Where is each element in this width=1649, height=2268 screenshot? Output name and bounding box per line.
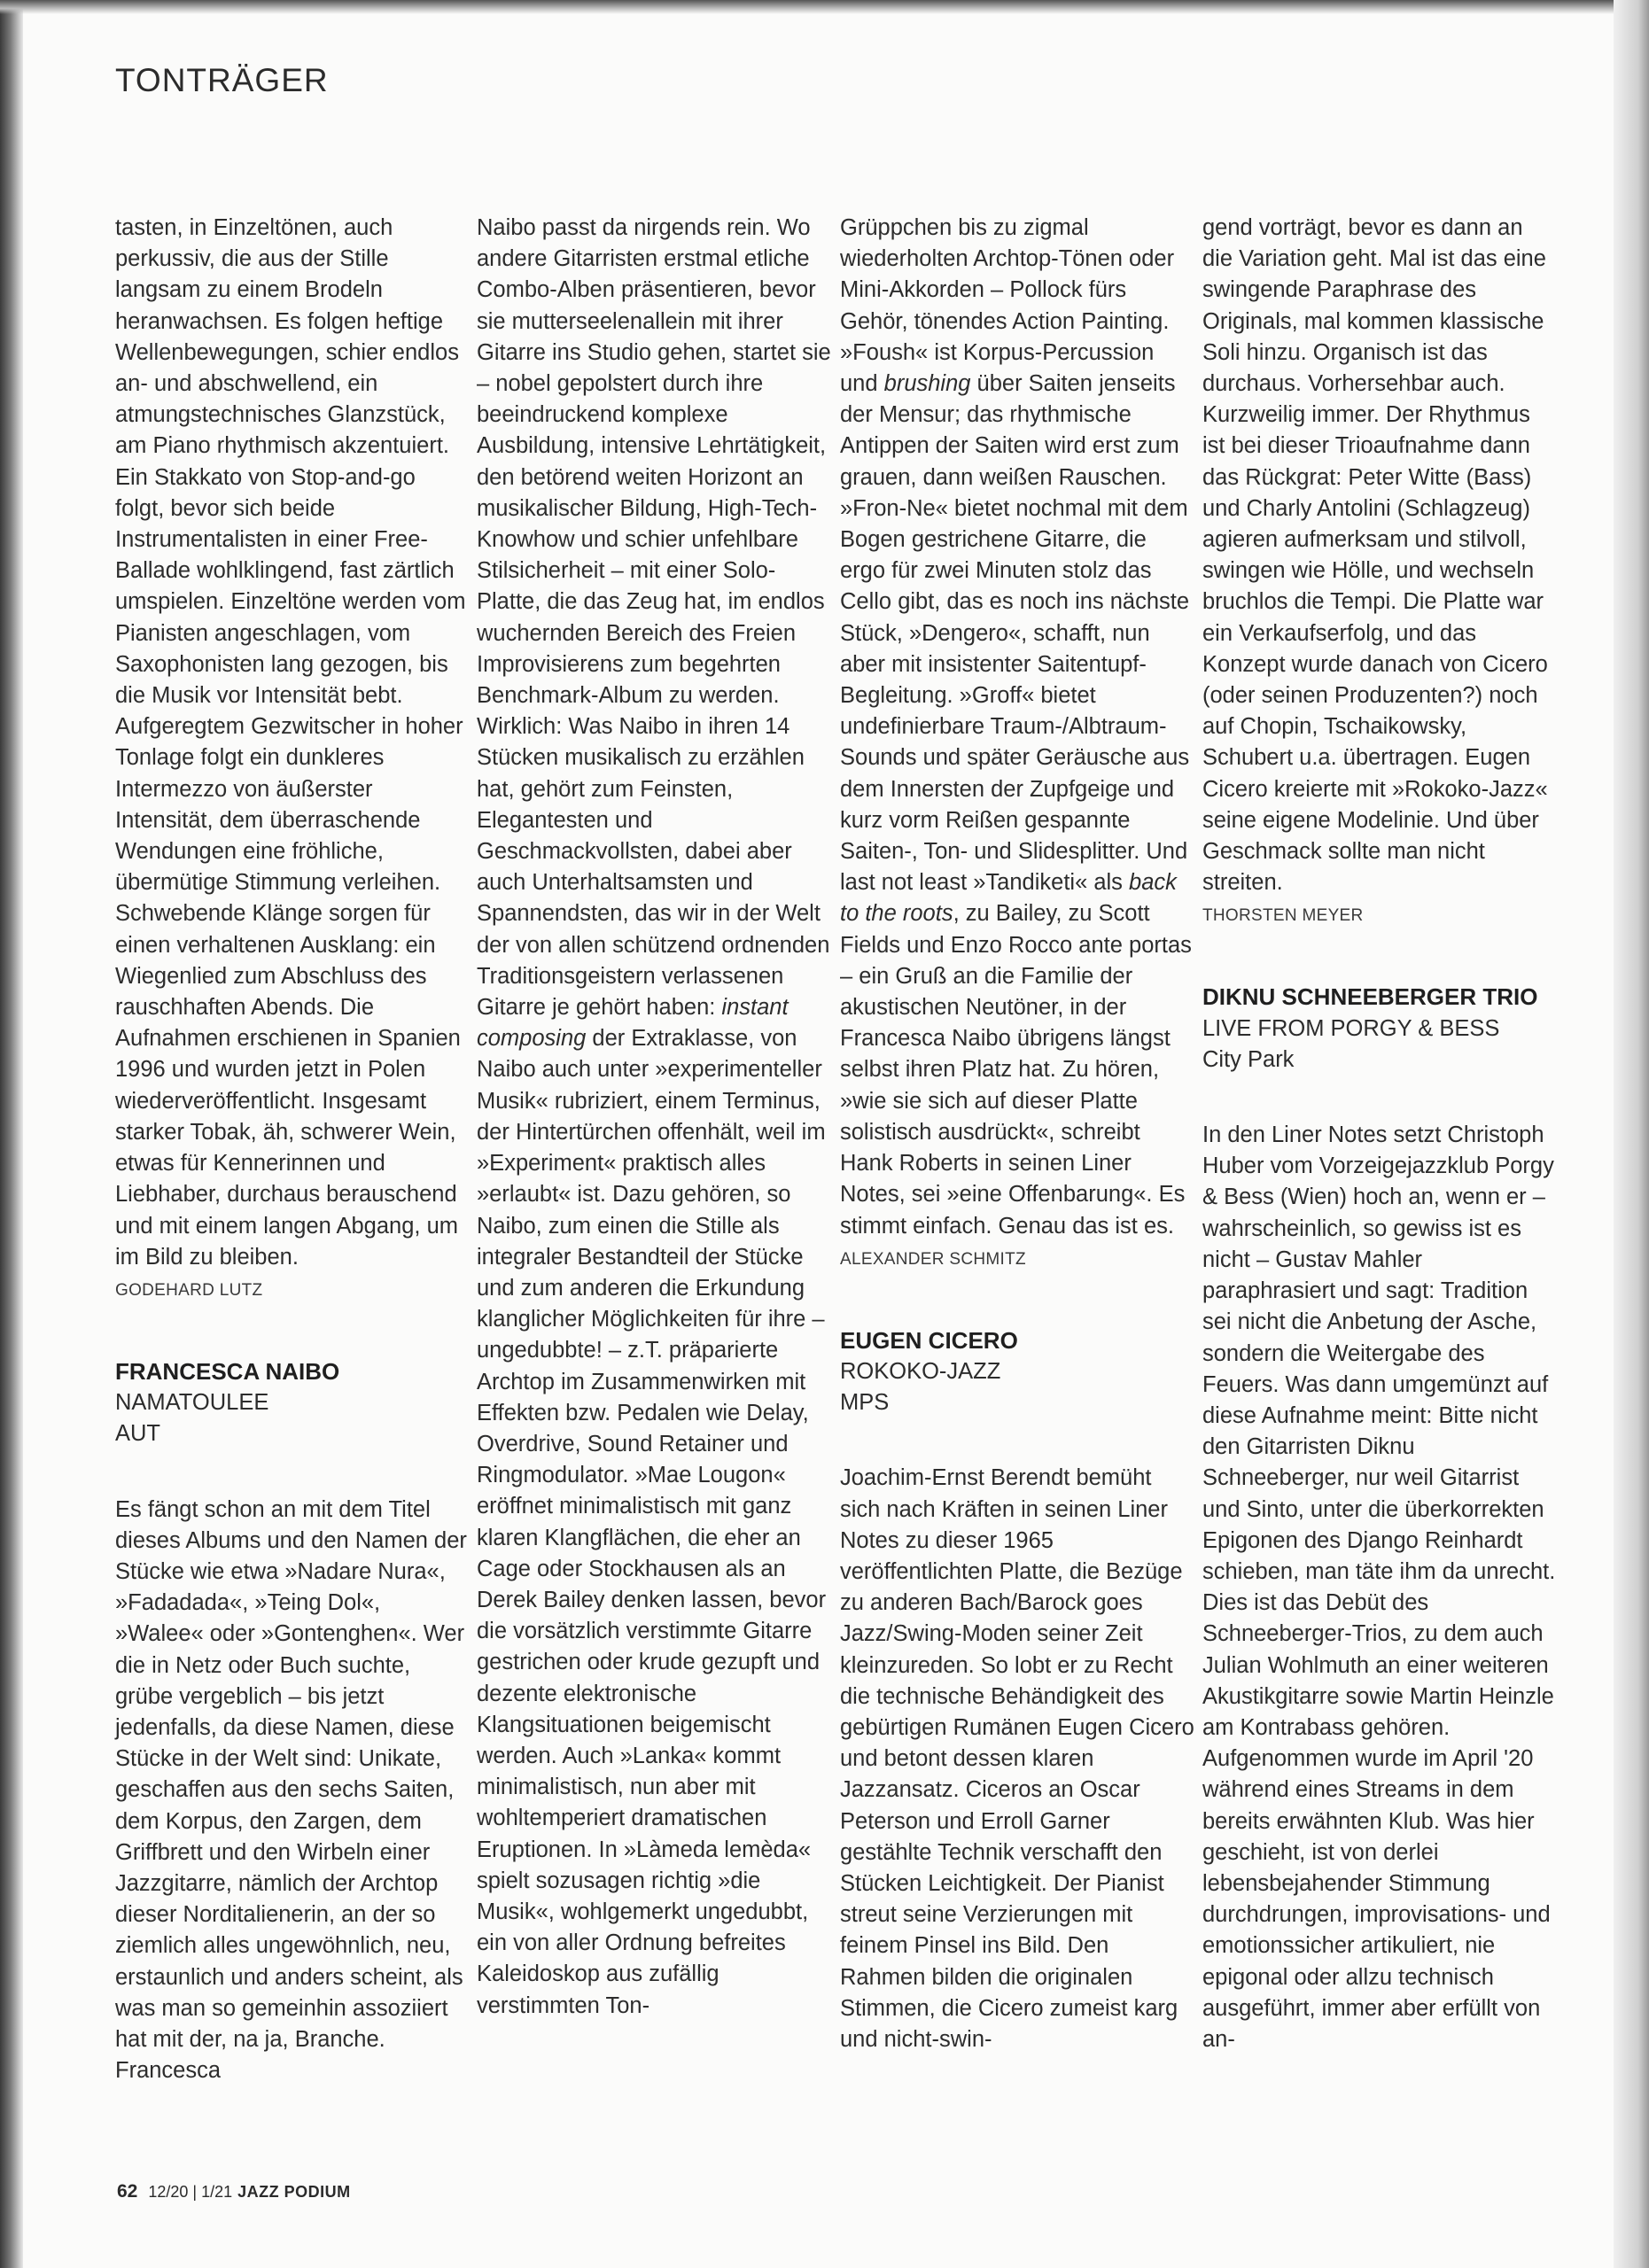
page-number: 62 [117,2181,138,2202]
review-header-cicero [840,1325,1194,1419]
page-footer [117,2181,351,2202]
review-body-schneeberger: In den Liner Notes setzt Christoph Huber vom Vorzeigejazzklub Porgy & Bess (Wien) hoch an, wenn er – wahrscheinlich, so gewiss ist es nicht – Gustav Mahler paraphrasiert und sagt: Tradition sei nicht die Anbetung der Asche, sondern die Weitergabe des Feuers. Was dann umgemünzt auf diese Aufnahme meint: Bitte nicht den Gitarristen Diknu Schneeberger, nur weil Gitarrist und Sinto, unter die überkorrekten Epigonen des Django Reinhardt schieben, man täte ihm da unrecht. Dies ist das Debüt des Schneeberger-Trios, zu dem auch Julian Wohlmuth an einer weiteren Akustikgitarre sowie Martin Heinzle am Kontrabass gehören. Aufgenommen wurde im April '20 während eines Streams in dem bereits erwähnten Klub. Was hier geschieht, ist von derlei lebensbejahender Stimmung durchdrungen, improvisations- und emotionssicher artikuliert, nie epigonal oder allzu technisch ausgeführt, immer aber erfüllt von an- [1202,1122,1556,2052]
binding-shadow [0,0,23,2268]
text-run: der Extraklasse, von Naibo auch unter »experimenteller Musik« rubriziert, einem Terminus, der Hintertürchen offenhält, weil im »Experiment« praktisch alles »erlaubt« ist. Dazu gehören, so Naibo, zum einen die Stille als integraler Bestandteil der Stücke und zum anderen die Erkundung klanglicher Möglichkeiten für ihre – ungedubbte! – z.T. präparierte Archtop im Zusammenwirken mit Effekten bzw. Pedalen wie Delay, Overdrive, Sound Retainer und Ringmodulator. »Mae Lougon« eröffnet minimalistisch mit ganz klaren Klangflächen, die eher an Cage oder Stockhausen als an Derek Bailey denken lassen, bevor die vorsätzlich verstimmte Gitarre gestrichen oder krude gezupft und dezente elektronische Klangsituationen beigemischt werden. Auch »Lanka« kommt minimalistisch, nun aber mit wohltemperiert dramatischen Eruptionen. In »Làmeda lemèda« spielt sozusagen richtig »die Musik«, wohlgemerkt ungedubbt, ein von aller Ordnung befreites Kaleidoskop aus zufällig verstimmten Ton- [477,1026,827,2018]
column-1 [115,213,470,2086]
review-body-cicero: Joachim-Ernst Berendt bemüht sich nach Kräften in seinen Liner Notes zu dieser 1965 veröffentlichten Platte, die Bezüge zu anderen Bach/Barock goes Jazz/Swing-Moden seiner Zeit kleinzureden. So lobt er zu Recht die technische Behändigkeit des gebürtigen Rumänen Eugen Cicero und betont dessen klaren Jazzansatz. Ciceros an Oscar Peterson und Erroll Garner gestählte Technik verschafft den Stücken Leichtigkeit. Der Pianist streut seine Verzierungen mit feinem Pinsel ins Bild. Den Rahmen bilden die originalen Stimmen, die Cicero zumeist karg und nicht-swin- [840,1465,1194,2052]
author-byline: ALEXANDER SCHMITZ [840,1249,1026,1269]
review-artist: FRANCESCA NAIBO [115,1357,340,1385]
section-title: TONTRÄGER [115,62,329,98]
magazine-name: JAZZ PODIUM [237,2183,351,2201]
column-4-text: gend vorträgt, bevor es dann an die Variation geht. Mal ist das eine swingende Paraphrase des Originals, mal kommen klassische Soli hinzu. Organisch ist das durchaus. Vorhersehbar auch. Kurzweilig immer. Der Rhythmus ist bei dieser Trioaufnahme dann das Rückgrat: Peter Witte (Bass) und Charly Antolini (Schlagzeug) agieren aufmerksam und stilvoll, swingen wie Hölle, und wechseln bruchlos die Tempi. Die Platte war ein Verkaufserfolg, und das Konzept wurde danach von Cicero (oder seinen Produzenten?) noch auf Chopin, Tschaikowsky, Schubert u.a. übertragen. Eugen Cicero kreierte mit »Rokoko-Jazz« seine eigene Modelinie. Und über Geschmack sollte man nicht streiten. [1202,215,1548,896]
italic-phrase: instant composing [477,995,789,1052]
column-4 [1202,213,1557,2055]
italic-phrase: back to the roots [840,870,1177,927]
issue-number: 12/20 | 1/21 [148,2183,233,2201]
text-run: , zu Bailey, zu Scott Fields und Enzo Rocco ante portas – ein Gruß an die Familie der akustischen Neutöner, in der Francesca Naibo übrigens längst selbst ihren Platz hat. Zu hören, »wie sie sich auf dieser Platte solistisch ausdrückt«, schreibt Hank Roberts in seinen Liner Notes, sei »eine Offenbarung«. Es stimmt einfach. Genau das ist es. [840,901,1192,1239]
text-run: über Saiten jenseits der Mensur; das rhythmische Antippen der Saiten wird erst zum grauen, dann weißen Rauschen. »Fron-Ne« bietet nochmal mit dem Bogen gestrichene Gitarre, die ergo für zwei Minuten stolz das Cello gibt, das es noch ins nächste Stück, »Dengero«, schafft, nun aber mit insistenter Saitentupf-Begleitung. »Groff« bietet undefinierbare Traum-/Albtraum-Sounds und später Geräusche aus dem Innersten der Zupfgeige und kurz vorm Reißen gespannte Saiten-, Ton- und Slidesplitter. Und last not least »Tandiketi« als [840,371,1190,896]
scan-top-edge [0,0,1649,14]
review-artist: EUGEN CICERO [840,1326,1018,1354]
review-artist: DIKNU SCHNEEBERGER TRIO [1202,983,1538,1011]
review-album: ROKOKO-JAZZ [840,1358,1001,1384]
review-label: MPS [840,1390,890,1416]
review-header-naibo [115,1356,470,1450]
column-2-text [477,213,831,2022]
italic-phrase: brushing [883,371,971,397]
author-byline: GODEHARD LUTZ [115,1280,263,1300]
column-3-text [840,213,1194,1242]
column-2 [477,213,831,2022]
text-run: Naibo passt da nirgends rein. Wo andere Gitarristen erstmal etliche Combo-Alben präsentieren, bevor sie mutterseelenallein mit ihrer Gitarre ins Studio gehen, startet sie – nobel gepolstert durch ihre beeindruckend komplexe Ausbildung, intensive Lehrtätigkeit, den betörend weiten Horizont an musikalischer Bildung, High-Tech-Knowhow und schier unfehlbare Stilsicherheit – mit einer Solo-Platte, die das Zeug hat, im endlos wuchernden Bereich des Freien Improvisierens zum begehrten Benchmark-Album zu werden. Wirklich: Was Naibo in ihren 14 Stücken musikalisch zu erzählen hat, gehört zum Feinsten, Elegantesten und Geschmackvollsten, dabei aber auch Unterhaltsamsten und Spannendsten, das wir in der Welt der von allen schützend ordnenden Traditionsgeistern verlassenen Gitarre je gehört haben: [477,215,831,1021]
author-byline: THORSTEN MEYER [1202,906,1364,926]
review-album: LIVE FROM PORGY & BESS [1202,1015,1500,1041]
review-label: AUT [115,1421,160,1447]
column-1-text: tasten, in Einzeltönen, auch perkussiv, die aus der Stille langsam zu einem Brodeln heranwachsen. Es folgen heftige Wellenbewegungen, schier endlos an- und abschwellend, ein atmungstechnisches Glanzstück, am Piano rhythmisch akzentuiert. Ein Stakkato von Stop-and-go folgt, bevor sich beide Instrumentalisten in einer Free-Ballade wohlklingend, fast zärtlich umspielen. Einzeltöne werden vom Pianisten angeschlagen, vom Saxophonisten lang gezogen, bis die Musik vor Intensität bebt. Aufgeregtem Gezwitscher in hoher Tonlage folgt ein dunkleres Intermezzo von äußerster Intensität, dem überraschende Wendungen eine fröhliche, übermütige Stimmung verleihen. Schwebende Klänge sorgen für einen verhaltenen Ausklang: ein Wiegenlied zum Abschluss des rauschhaften Abends. Die Aufnahmen erschienen in Spanien 1996 und wurden jetzt in Polen wiederveröffentlicht. Insgesamt starker Tobak, äh, schwerer Wein, etwas für Kennerinnen und Liebhaber, durchaus berauschend und mit einem langen Abgang, um im Bild zu bleiben. [115,215,466,1270]
column-3 [840,213,1194,2055]
review-body-naibo: Es fängt schon an mit dem Titel dieses Albums und den Namen der Stücke wie etwa »Nadare Nura«, »Fadadada«, »Teing Dol«, »Walee« oder »Gontenghen«. Wer die in Netz oder Buch suchte, grübe vergeblich – bis jetzt jedenfalls, da diese Namen, diese Stücke in der Welt sind: Unikate, geschaffen aus den sechs Saiten, dem Korpus, den Zargen, dem Griffbrett und den Wirbeln einer Jazzgitarre, nämlich der Archtop dieser Norditalienerin, an der so ziemlich alles ungewöhnlich, neu, erstaunlich und anders scheint, als was man so gemeinhin assoziiert hat mit der, na ja, Branche. Francesca [115,1496,467,2084]
review-label: City Park [1202,1046,1295,1072]
review-album: NAMATOULEE [115,1390,269,1416]
text-run: Grüppchen bis zu zigmal wiederholten Archtop-Tönen oder Mini-Akkorden – Pollock fürs Gehör, tönendes Action Painting. »Foush« ist Korpus-Percussion und [840,215,1175,397]
review-header-schneeberger [1202,982,1557,1076]
scan-right-edge [1614,0,1649,2268]
